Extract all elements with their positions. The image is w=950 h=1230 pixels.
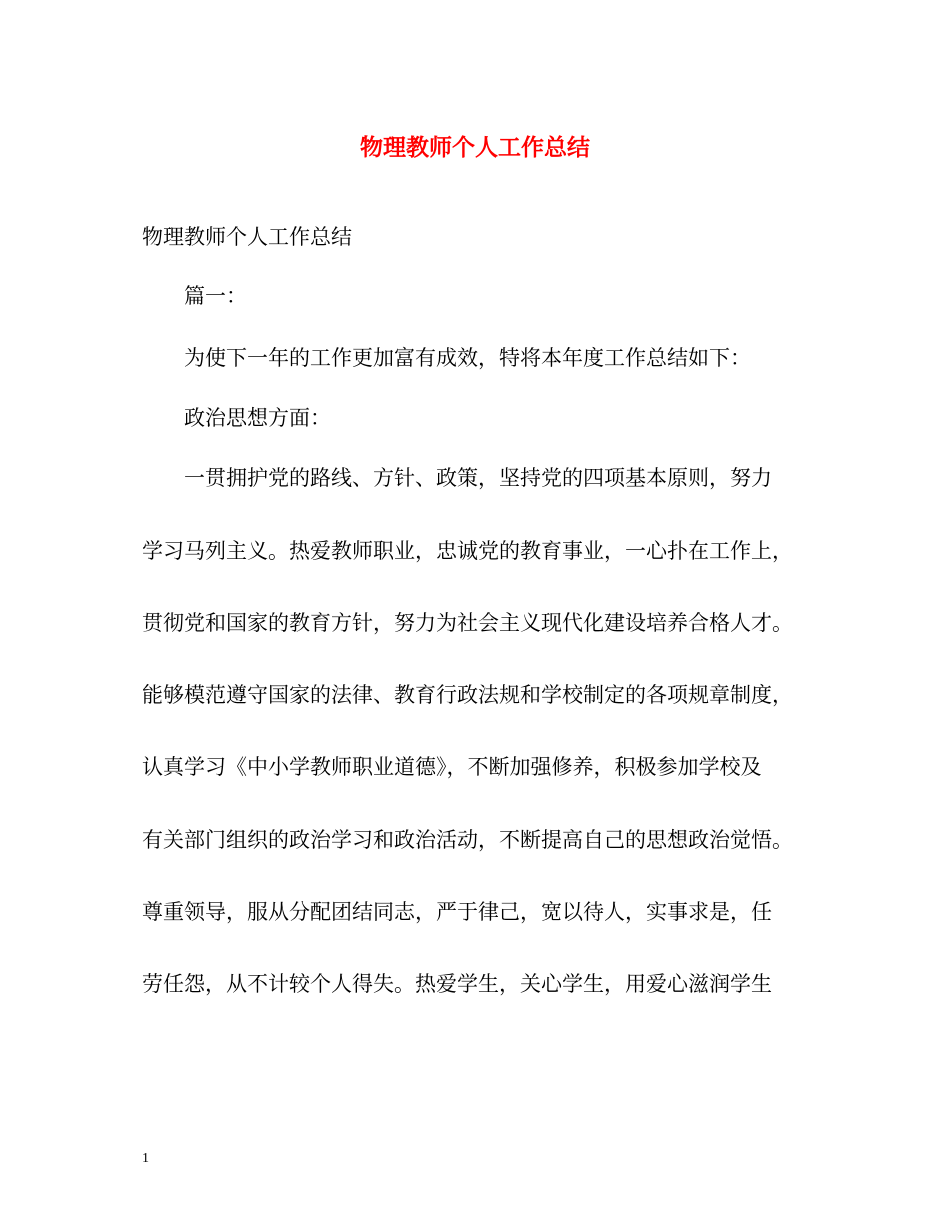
paragraph-line: 能够模范遵守国家的法律、教育行政法规和学校制定的各项规章制度，: [142, 683, 793, 707]
paragraph-line: 贯彻党和国家的教育方针，努力为社会主义现代化建设培养合格人才。: [142, 611, 793, 635]
paragraph-line: 认真学习《中小学教师职业道德》，不断加强修养，积极参加学校及: [142, 755, 762, 779]
document-title: 物理教师个人工作总结: [360, 134, 590, 161]
paragraph-line: 一贯拥护党的路线、方针、政策，坚持党的四项基本原则，努力: [184, 466, 772, 490]
paragraph-line: 学习马列主义。热爱教师职业，忠诚党的教育事业，一心扑在工作上，: [142, 539, 793, 563]
section-heading-line: 政治思想方面：: [184, 406, 331, 430]
paragraph-line: 尊重领导，服从分配团结同志，严于律己，宽以待人，实事求是，任: [142, 900, 772, 924]
subtitle-line: 物理教师个人工作总结: [142, 225, 352, 249]
paragraph-line: 有关部门组织的政治学习和政治活动，不断提高自己的思想政治觉悟。: [142, 828, 793, 852]
page-number: 1: [142, 1151, 149, 1166]
intro-line: 为使下一年的工作更加富有成效，特将本年度工作总结如下：: [184, 346, 751, 370]
paragraph-line: 劳任怨，从不计较个人得失。热爱学生，关心学生，用爱心滋润学生: [142, 972, 772, 996]
section-label-line: 篇一：: [184, 284, 247, 308]
